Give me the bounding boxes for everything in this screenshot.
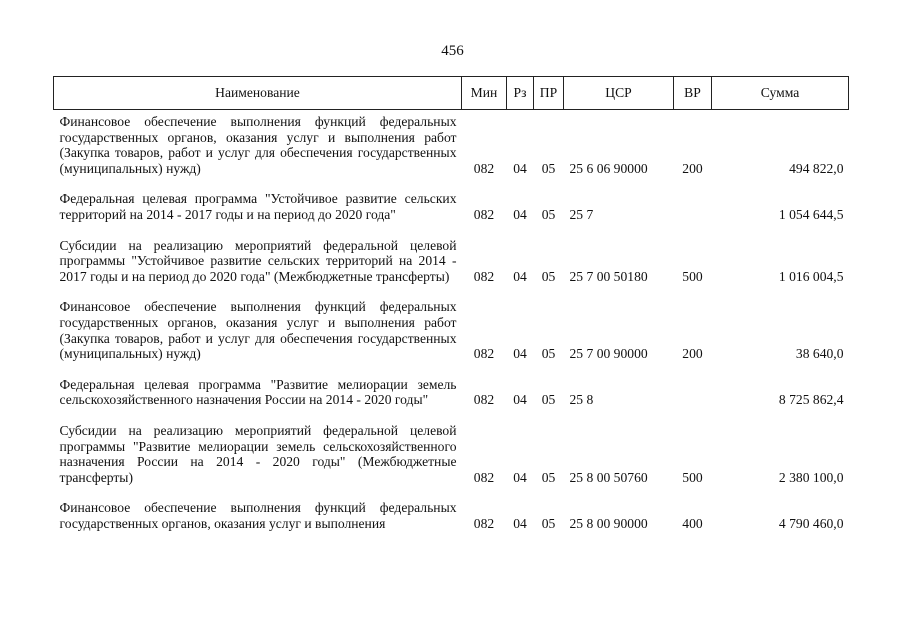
row-sum: 1 054 644,5 [778,206,844,222]
page-bottom-margin [0,594,905,640]
row-min: 082 [473,160,495,176]
row-min: 082 [473,515,495,531]
row-pr: 05 [541,392,556,408]
row-rz: 04 [513,268,527,284]
row-rz: 04 [513,392,527,408]
row-pr: 05 [541,469,556,485]
row-min: 082 [473,268,495,284]
header-rz: Рз [507,77,534,110]
table-row [54,223,849,285]
row-sum: 2 380 100,0 [778,469,844,485]
row-csr: 25 6 06 90000 [569,160,648,176]
table-header [54,77,849,110]
table-row [54,284,849,361]
row-name: Финансовое обеспечение выполнения функций федеральных государственных органов, оказания услуг и выполнения работ (Закупка товаров, работ и услуг для обеспечения государственных (муниципальных) нужд) [59,114,457,176]
row-name: Финансовое обеспечение выполнения функций федеральных государственных органов, оказания услуг и выполнения [59,500,457,531]
row-pr: 05 [541,346,556,362]
row-rz: 04 [513,160,527,176]
row-min: 082 [473,206,495,222]
row-csr: 25 8 00 90000 [569,515,648,531]
row-pr: 05 [541,160,556,176]
row-sum: 494 822,0 [789,160,844,176]
row-name: Субсидии на реализацию мероприятий федеральной целевой программы "Развитие мелиорации земель сельскохозяйственного назначения России на 2014 - 2020 годы" (Межбюджетные трансферты) [59,422,457,485]
row-vr: 200 [682,346,703,362]
header-min: Мин [462,77,507,110]
header-pr: ПР [534,77,564,110]
row-pr: 05 [541,515,556,531]
row-vr: 500 [682,469,703,485]
row-rz: 04 [513,206,527,222]
row-sum: 4 790 460,0 [778,515,844,531]
page-number: 456 [441,43,464,59]
row-rz: 04 [513,515,527,531]
table-row [54,485,849,531]
row-csr: 25 8 00 50760 [569,469,648,485]
table-body [54,110,849,532]
row-rz: 04 [513,346,527,362]
table-row [54,176,849,222]
row-vr: 200 [682,160,703,176]
row-min: 082 [473,469,495,485]
budget-table [53,76,849,531]
row-vr [674,362,712,408]
row-pr: 05 [541,268,556,284]
row-min: 082 [473,392,495,408]
row-min: 082 [473,346,495,362]
header-sum: Сумма [712,77,849,110]
row-name: Субсидии на реализацию мероприятий федеральной целевой программы "Устойчивое развитие сельских территорий на 2014 - 2017 годы и на период до 2020 года" (Межбюджетные трансферты) [59,237,457,284]
row-vr [674,176,712,222]
header-vr: ВР [674,77,712,110]
row-pr: 05 [541,206,556,222]
row-csr: 25 8 [569,392,594,408]
table-row [54,362,849,408]
header-row [54,77,849,110]
header-name: Наименование [54,77,462,110]
row-name: Финансовое обеспечение выполнения функций федеральных государственных органов, оказания услуг и выполнения работ (Закупка товаров, работ и услуг для обеспечения государственных (муниципальных) нужд) [59,299,457,362]
row-name: Федеральная целевая программа "Развитие мелиорации земель сельскохозяйственного назначения России на 2014 - 2020 годы" [59,376,457,408]
row-vr: 500 [682,268,703,284]
row-vr: 400 [682,515,703,531]
row-rz: 04 [513,469,527,485]
row-csr: 25 7 00 90000 [569,346,648,362]
table-row [54,110,849,177]
row-sum: 1 016 004,5 [778,268,844,284]
row-name: Федеральная целевая программа "Устойчивое развитие сельских территорий на 2014 - 2017 годы и на период до 2020 года" [59,191,457,222]
row-csr: 25 7 00 50180 [569,268,648,284]
header-csr: ЦСР [564,77,674,110]
table-row [54,408,849,485]
row-sum: 38 640,0 [795,346,844,362]
row-csr: 25 7 [569,206,594,222]
row-sum: 8 725 862,4 [778,392,844,408]
